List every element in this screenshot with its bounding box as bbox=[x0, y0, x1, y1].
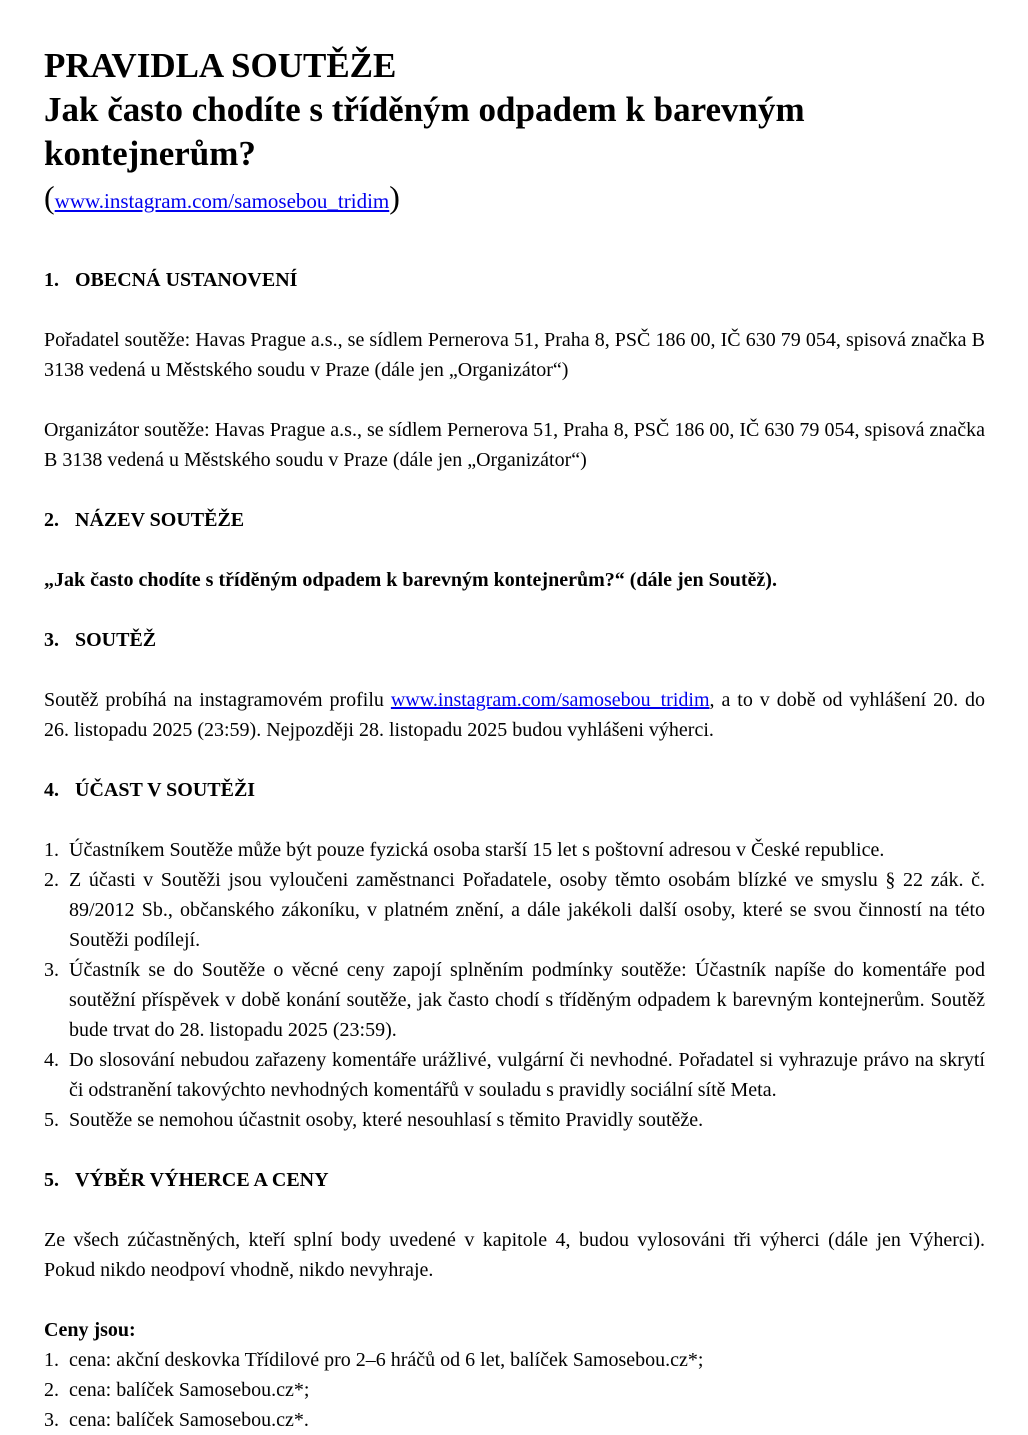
section-1-title: OBECNÁ USTANOVENÍ bbox=[75, 269, 298, 291]
participation-rule-item bbox=[44, 955, 985, 1045]
section-1-general-provisions bbox=[44, 265, 985, 475]
section-2-title: NÁZEV SOUTĚŽE bbox=[75, 509, 245, 531]
section-3-title: SOUTĚŽ bbox=[75, 629, 157, 651]
item-text: Účastník se do Soutěže o věcné ceny zapojí splněním podmínky soutěže: Účastník napíše do komentáře pod soutěžní příspěvek v době konání soutěže, jak často chodí s tříděným odpadem k barevným kontejnerům. Soutěž bude trvat do 28. listopadu 2025 (23:59). bbox=[69, 959, 985, 1041]
header-link-line bbox=[44, 176, 985, 223]
item-number: 1. bbox=[44, 1349, 59, 1371]
section-2-heading bbox=[44, 505, 985, 535]
document-subtitle: Jak často chodíte s tříděným odpadem k barevným kontejnerům? bbox=[44, 90, 805, 173]
section-5-number: 5. bbox=[44, 1169, 59, 1191]
section-4-heading bbox=[44, 775, 985, 805]
section-5-winner-and-prizes bbox=[44, 1165, 985, 1435]
organizer-paragraph: Pořadatel soutěže: Havas Prague a.s., se sídlem Pernerova 51, Praha 8, PSČ 186 00, IČ 630 79 054, spisová značka B 3138 vedená u Městského soudu v Praze (dále jen „Organizátor“) bbox=[44, 329, 985, 381]
section-2-contest-name bbox=[44, 505, 985, 595]
item-number: 4. bbox=[44, 1049, 59, 1071]
item-number: 2. bbox=[44, 1379, 59, 1401]
section-3-heading bbox=[44, 625, 985, 655]
item-number: 2. bbox=[44, 869, 59, 891]
instagram-profile-link-inline[interactable]: www.instagram.com/samosebou_tridim bbox=[390, 689, 710, 711]
section-5-heading bbox=[44, 1165, 985, 1195]
paragraph-text-after-link: , a to v době od vyhlášení 20. do 26. listopadu 2025 (23:59). Nejpozději 28. listopadu 2025 budou vyhlášeni výherci. bbox=[44, 689, 986, 741]
item-text: cena: balíček Samosebou.cz*. bbox=[69, 1409, 309, 1431]
section-5-title: VÝBĚR VÝHERCE A CENY bbox=[75, 1169, 329, 1191]
prizes-label: Ceny jsou: bbox=[44, 1319, 136, 1341]
open-paren: ( bbox=[44, 179, 55, 215]
prizes-list bbox=[44, 1345, 985, 1435]
item-number: 3. bbox=[44, 959, 59, 981]
section-1-number: 1. bbox=[44, 269, 59, 291]
section-4-participation bbox=[44, 775, 985, 1135]
section-3-number: 3. bbox=[44, 629, 59, 651]
item-text: Z účasti v Soutěži jsou vyloučeni zaměstnanci Pořadatele, osoby těmto osobám blízké ve smyslu § 22 zák. č. 89/2012 Sb., občanského zákoníku, v platném znění, a dále jakékoli další osoby, které se svou činností na této Soutěži podílejí. bbox=[69, 869, 985, 951]
section-1-heading bbox=[44, 265, 985, 295]
close-paren: ) bbox=[389, 179, 400, 215]
prize-item bbox=[44, 1375, 985, 1405]
winner-selection-paragraph: Ze všech zúčastněných, kteří splní body uvedené v kapitole 4, budou vylosováni tři výherci (dále jen Výherci). Pokud nikdo neodpoví vhodně, nikdo nevyhraje. bbox=[44, 1229, 985, 1281]
item-number: 5. bbox=[44, 1109, 59, 1131]
document-title: PRAVIDLA SOUTĚŽE bbox=[44, 46, 397, 85]
section-4-number: 4. bbox=[44, 779, 59, 801]
item-number: 3. bbox=[44, 1409, 59, 1431]
operator-paragraph: Organizátor soutěže: Havas Prague a.s., se sídlem Pernerova 51, Praha 8, PSČ 186 00, IČ 630 79 054, spisová značka B 3138 vedená u Městského soudu v Praze (dále jen „Organizátor“) bbox=[44, 419, 985, 471]
item-text: cena: akční deskovka Třídilové pro 2–6 hráčů od 6 let, balíček Samosebou.cz*; bbox=[69, 1349, 704, 1371]
contest-period-paragraph bbox=[44, 685, 985, 745]
section-4-title: ÚČAST V SOUTĚŽI bbox=[75, 779, 256, 801]
item-text: Účastníkem Soutěže může být pouze fyzická osoba starší 15 let s poštovní adresou v České republice. bbox=[69, 839, 885, 861]
prize-item bbox=[44, 1345, 985, 1375]
item-number: 1. bbox=[44, 839, 59, 861]
instagram-profile-link[interactable]: www.instagram.com/samosebou_tridim bbox=[54, 189, 390, 213]
prize-item bbox=[44, 1405, 985, 1435]
participation-rule-item bbox=[44, 835, 985, 865]
participation-rule-item bbox=[44, 1045, 985, 1105]
section-2-number: 2. bbox=[44, 509, 59, 531]
section-3-contest bbox=[44, 625, 985, 745]
participation-rule-item bbox=[44, 865, 985, 955]
participation-rules-list bbox=[44, 835, 985, 1135]
participation-rule-item bbox=[44, 1105, 985, 1135]
item-text: cena: balíček Samosebou.cz*; bbox=[69, 1379, 310, 1401]
document-header bbox=[44, 44, 985, 223]
item-text: Soutěže se nemohou účastnit osoby, které nesouhlasí s těmito Pravidly soutěže. bbox=[69, 1109, 704, 1131]
paragraph-text-before-link: Soutěž probíhá na instagramovém profilu bbox=[44, 689, 391, 711]
item-text: Do slosování nebudou zařazeny komentáře urážlivé, vulgární či nevhodné. Pořadatel si vyhrazuje právo na skrytí či odstranění takovýchto nevhodných komentářů v souladu s pravidly sociální sítě Meta. bbox=[69, 1049, 985, 1101]
contest-name-paragraph: „Jak často chodíte s tříděným odpadem k barevným kontejnerům?“ (dále jen Soutěž). bbox=[44, 569, 777, 591]
